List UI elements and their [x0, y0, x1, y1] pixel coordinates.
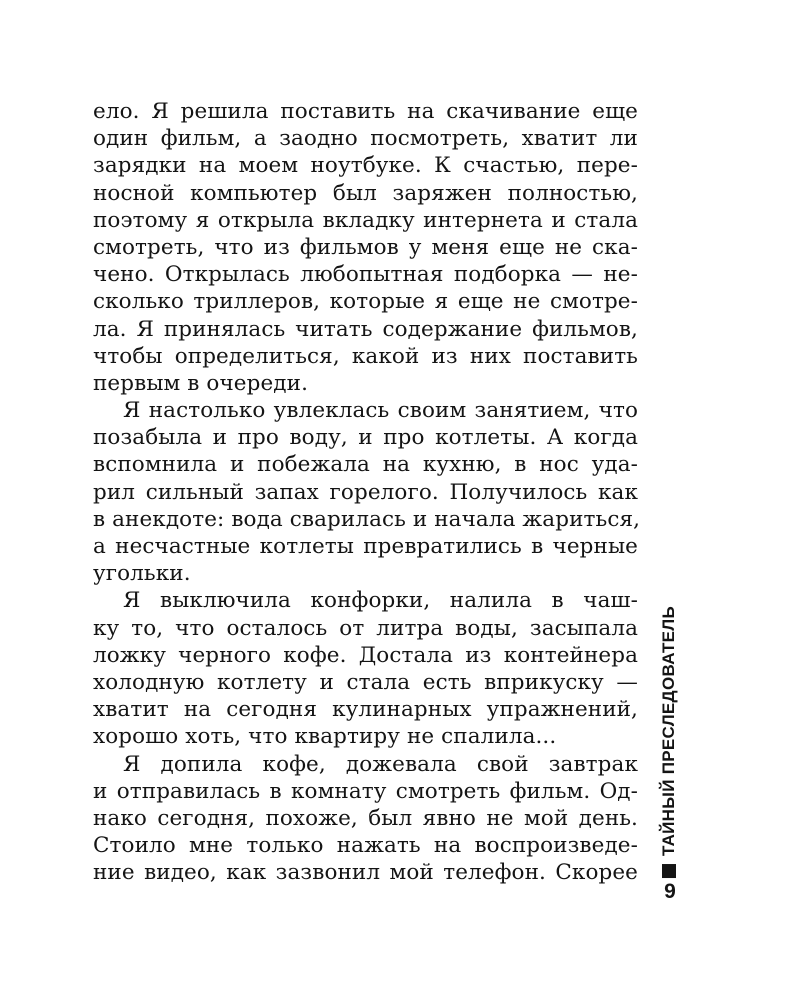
- text-line: Я выключила конфорки, налила в чаш-: [123, 588, 638, 614]
- text-line: ложку черного кофе. Достала из контейнера: [93, 642, 638, 668]
- text-line: ла. Я принялась читать содержание фильмов,: [93, 316, 638, 342]
- text-line: Я настолько увлеклась своим занятием, что: [123, 398, 638, 424]
- text-line: а несчастные котлеты превратились в черные: [93, 534, 638, 559]
- text-line: первым в очереди.: [93, 370, 308, 396]
- text-line: ело. Я решила поставить на скачивание еще: [93, 99, 638, 124]
- text-line: ние видео, как зазвонил мой телефон. Скорее: [93, 860, 638, 886]
- text-line: в анекдоте: вода сварилась и начала жариться,: [93, 506, 641, 532]
- text-line: хватит на сегодня кулинарных упражнений,: [93, 697, 638, 723]
- text-line: Стоило мне только нажать на воспроизведе-: [93, 833, 638, 859]
- text-line: нако сегодня, похоже, был явно не мой день.: [93, 805, 638, 831]
- text-line: носной компьютер был заряжен полностью,: [93, 180, 638, 206]
- body-text: [93, 98, 641, 886]
- text-line: угольки.: [93, 561, 191, 587]
- running-head: [649, 605, 689, 872]
- text-line: и отправилась в комнату смотреть фильм. Од-: [93, 778, 638, 804]
- text-line: ку то, что осталось от литра воды, засыпала: [93, 615, 638, 641]
- text-line: чтобы определиться, какой из них поставить: [93, 343, 638, 369]
- text-line: поэтому я открыла вкладку интернета и стала: [93, 207, 638, 233]
- running-head-title: ТАЙНЫЙ ПРЕСЛЕДОВАТЕЛЬ: [659, 605, 678, 857]
- text-line: смотреть, что из фильмов у меня еще не ска-: [93, 234, 638, 260]
- text-line: сколько триллеров, которые я еще не смотре-: [93, 289, 638, 315]
- text-line: холодную котлету и стала есть вприкуску —: [93, 669, 638, 695]
- square-bullet-icon: [662, 864, 676, 878]
- text-line: рил сильный запах горелого. Получилось как: [93, 479, 638, 505]
- page-number: 9: [664, 880, 676, 903]
- text-line: один фильм, а заодно посмотреть, хватит ли: [93, 126, 638, 152]
- text-line: хорошо хоть, что квартиру не спалила...: [93, 724, 557, 750]
- text-line: Я допила кофе, дожевала свой завтрак: [123, 751, 638, 777]
- text-line: позабыла и про воду, и про котлеты. А когда: [93, 425, 638, 451]
- text-line: зарядки на моем ноутбуке. К счастью, пере-: [93, 153, 638, 179]
- text-line: чено. Открылась любопытная подборка — не-: [93, 262, 638, 288]
- text-line: вспомнила и побежала на кухню, в нос уда-: [93, 452, 638, 478]
